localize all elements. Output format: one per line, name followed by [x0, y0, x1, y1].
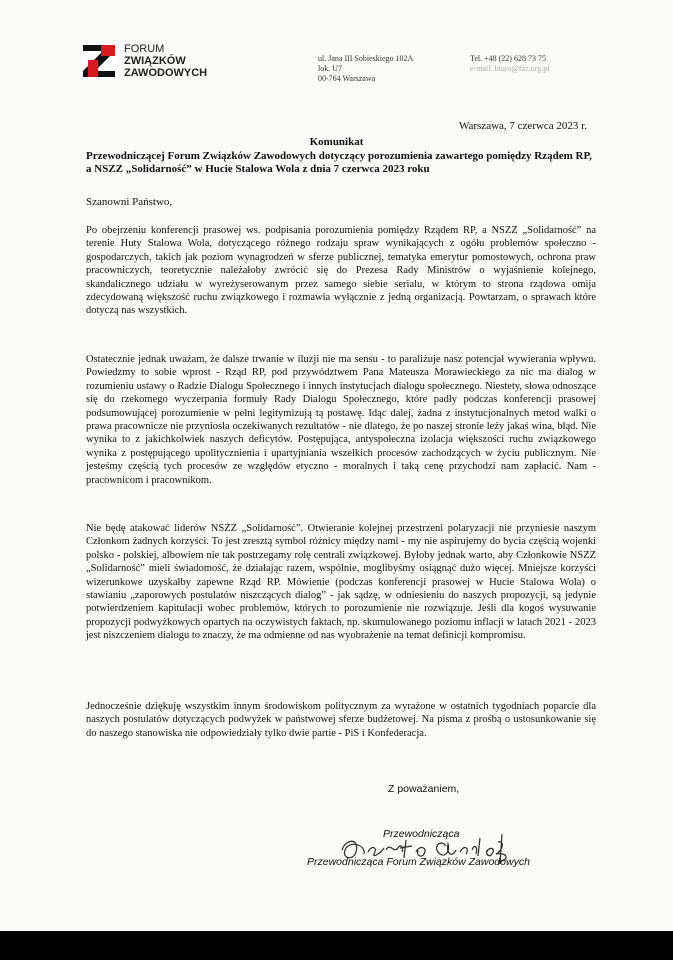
org-name-line2: ZWIĄZKÓW — [124, 55, 186, 67]
address-city: 00-764 Warszawa — [318, 74, 376, 83]
letter-date: Warszawa, 7 czerwca 2023 r. — [459, 120, 587, 132]
address-street: ul. Jana III Sobieskiego 102A — [318, 54, 414, 63]
letter-subject: Przewodniczącej Forum Związków Zawodowych dotyczący porozumienia zawartego pomiędzy Rządem RP, a NSZZ „Solidarność” w Hucie Stalowa Wola z dnia 7 czerwca 2023 roku — [86, 150, 592, 175]
org-name-line3: ZAWODOWYCH — [124, 67, 208, 79]
org-name-line1: FORUM — [124, 43, 165, 55]
greeting: Szanowni Państwo, — [86, 196, 173, 208]
paragraph: Nie będę atakować liderów NSZZ „Solidarność”. Otwieranie kolejnej przestrzeni polaryzacji nie przyniesie naszym Członkom żadnych korzyści. To jest zresztą symbol różnicy między nami - my nie aspirujemy do bycia częścią wojenki polsko - polskiej, albowiem nie tak postrzegamy rolę centrali związkowej. Byłoby jednak warto, aby Członkowie NSZZ „Solidarność” mieli świadomość, że działając razem, wspólnie, moglibyśmy osiągnąć dużo więcej. Mniejsze korzyści wizerunkowe uzyskałby zapewne Rząd RP. Mówienie (podczas konferencji prasowej w Hucie Stalowa Wola) o stawianiu „zaporowych postulatów niszczących dialog” - jak sądzę, w odniesieniu do naszych propozycji, są jedynie potwierdzeniem kapitulacji wobec problemów, których to porozumienie nie rozwiązuje. Jeśli dla kogoś wysuwanie propozycji podwyżkowych opartych na oczywistych faktach, np. skumulowanego poziomu inflacji w latach 2021 - 2023 jest niszczeniem dialogu to znaczy, że ma odmienne od nas wyobrażenie na temat definicji kompromisu. — [86, 523, 596, 642]
paragraph: Ostatecznie jednak uważam, że dalsze trwanie w iluzji nie ma sensu - to paraliżuje nasz potencjał wywierania wpływu. Powiedzmy to sobie wprost - Rząd RP, pod przywództwem Pana Mateusza Morawieckiego za nic ma dialog w rozumieniu ustawy o Radzie Dialogu Społecznego i innych instytucjach dialogu społecznego. Niestety, słowa odnoszące się do rzekomego wyczerpania formuły Rady Dialogu Społecznego, które padły podczas konferencji prasowej podsumowującej porozumienie w pełni legitymizują tą postawę. Idąc dalej, żadna z instytucjonalnych metod walki o prawa pracownicze nie przyniosła oczekiwanych rezultatów - nie dlatego, że po naszej stronie leży jakaś wina, błąd. Nie wynika to z jakichkolwiek naszych deficytów. Postępująca, antyspołeczna izolacja większości ruchu związkowego wynika z postępującego upolitycznienia i upartyjniania wszelkich procesów zachodzących w życiu publicznym. Nie jesteśmy częścią tych procesów ze względów etyczno - moralnych i taką cenę przychodzi nam zapłacić. Nam - pracownicom i pracownikom. — [86, 354, 596, 486]
signature-role: Przewodnicząca — [383, 828, 460, 840]
paragraph: Po obejrzeniu konferencji prasowej ws. podpisania porozumienia pomiędzy Rządem RP, a NSZZ „Solidarność” na terenie Huty Stalowa Wola, dotyczącego różnego rodzaju spraw wynikających z ogółu problemów społeczno - gospodarczych, takich jak poziom wynagrodzeń w sferze publicznej, tematyka emerytur pomostowych, ochrona praw pracowniczych, teoretycznie należałoby zwrócić się do Prezesa Rady Ministrów o wyjaśnienie kolejnego, skandalicznego udziału w wyreżyserowanym przez samego siebie serialu, w którym to strona rządowa omija zdecydowaną większość ruchu związkowego i rozmawia wyłącznie z jedną organizacją. Powtarzam, o sprawach które dotyczą nas wszystkich. — [86, 225, 596, 317]
email-address: e-mail: biuro@fzz.org.pl — [470, 64, 550, 73]
paragraph: Jednocześnie dziękuję wszystkim innym środowiskom politycznym za wyrażone w ostatnich tygodniach poparcie dla naszych postulatów dotyczących podwyżek w państwowej sferze budżetowej. Na pisma z prośbą o ustosunkowanie się do naszego stanowiska nie odpowiedziały tylko dwie partie - PiS i Konfederacja. — [86, 701, 596, 739]
fzz-logo-icon — [80, 42, 118, 80]
address-block — [318, 54, 413, 84]
org-name — [124, 43, 207, 79]
bottom-bar — [0, 931, 673, 960]
contact-block — [470, 54, 549, 74]
letter-title: Komunikat — [309, 136, 364, 148]
signature-full-title: Przewodnicząca Forum Związków Zawodowych — [307, 856, 530, 868]
address-unit: lok. U7 — [318, 64, 342, 73]
closing: Z poważaniem, — [388, 783, 460, 795]
phone-number: Tel. +48 (22) 628 73 75 — [470, 54, 546, 63]
